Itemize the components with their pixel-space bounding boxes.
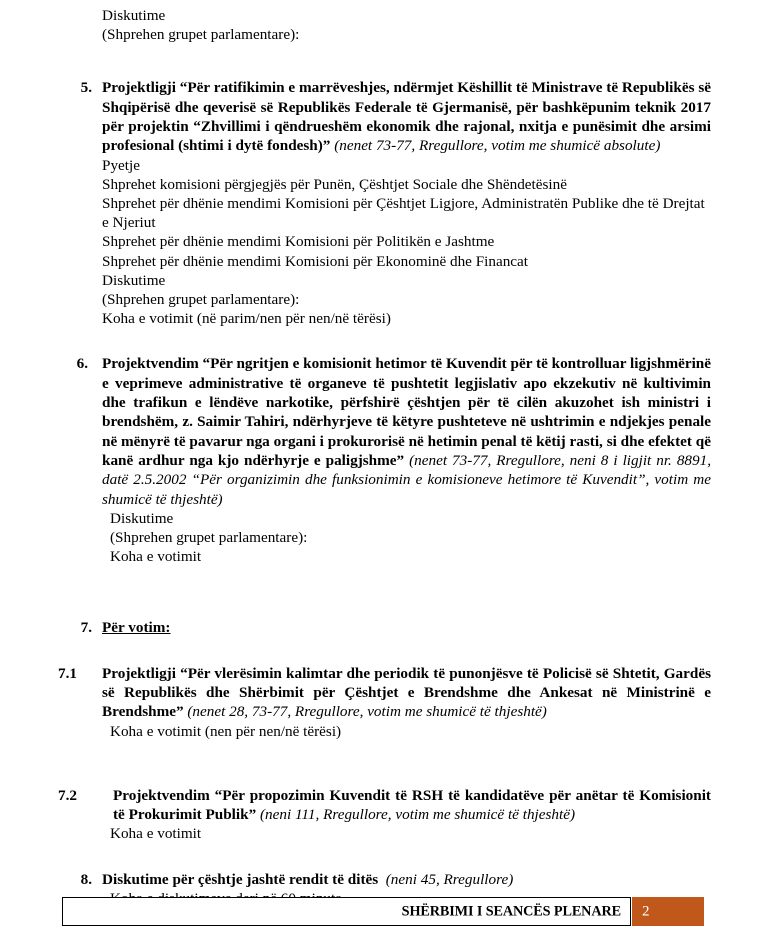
agenda-item-7-2-title-bold: Projektvendim “Për propozimin Kuvendit të RSH të kandidatëve për anëtar të Komisionit të Prokurimit Publik” <box>113 786 711 824</box>
gap-before-item-71 <box>0 638 768 664</box>
agenda-item-5 <box>0 78 768 155</box>
item-5-sub-line-5: Shprehet për dhënie mendimi Komisioni për Ekonominë dhe Financat <box>102 252 528 270</box>
gap-before-item-72-extra <box>0 775 768 786</box>
agenda-item-6-marker: 6. <box>76 355 88 373</box>
item-6-sub-line-3: Koha e votimit <box>110 548 202 566</box>
agenda-item-7-heading <box>102 618 711 637</box>
carryover-line-diskutime: Diskutime <box>102 7 166 24</box>
agenda-item-7-marker: 7. <box>80 619 92 637</box>
agenda-item-7-2-title <box>113 786 711 825</box>
item-6-sub-line-1: Diskutime <box>110 509 174 527</box>
item-5-sub-line-8: Koha e votimit (në parim/nen për nen/në tërësi) <box>102 310 391 328</box>
agenda-item-5-marker: 5. <box>80 79 92 97</box>
item-5-sub-line-3: Shprehet për dhënie mendimi Komisioni për Çështjet Ligjore, Administratën Publike dhe të Drejtat e Njeriut <box>102 195 709 232</box>
item-5-sub-line-4: Shprehet për dhënie mendimi Komisioni për Politikën e Jashtme <box>102 233 495 251</box>
agenda-item-8-marker: 8. <box>80 870 92 888</box>
agenda-item-7-heading-text: Për votim: <box>102 619 171 637</box>
agenda-item-5-title <box>102 78 711 155</box>
agenda-item-7-1-title-bold: Projektligji “Për vlerësimin kalimtar dhe periodik të punonjësve të Policisë së Shtetit, Gardës së Republikës dhe Shërbimit për Çështjet e Brendshme dhe Ankesat në Ministrinë e Brendshme” <box>102 664 711 721</box>
agenda-item-8-title-bold: Diskutime për çështje jashtë rendit të ditës <box>102 870 379 888</box>
agenda-item-5-title-italic: (nenet 73-77, Rregullore, votim me shumicë absolute) <box>334 137 661 155</box>
agenda-item-7-2 <box>0 786 768 825</box>
agenda-item-7-1 <box>0 664 768 722</box>
footer-page-number-box <box>632 897 704 926</box>
page-number: 2 <box>642 903 650 919</box>
agenda-item-8 <box>0 870 768 889</box>
item-7-2-sub-line-1: Koha e votimit <box>110 825 202 843</box>
agenda-item-5-title-bold: Projektligji “Për ratifikimin e marrëveshjes, ndërmjet Këshillit të Ministrave të Republikës së Shqipërisë dhe qeverisë së Republikës Federale të Gjermanisë, për bashkëpunim teknik 2017 për projektin “Zhvillimi i qëndrueshëm ekonomik dhe rajonal, nxitja e punësimit dhe arsimi profesional (shtimi i dytë fondesh)” <box>102 79 711 155</box>
agenda-item-6-title <box>102 354 711 508</box>
agenda-item-7 <box>0 618 768 637</box>
footer-title: SHËRBIMI I SEANCËS PLENARE <box>401 903 621 919</box>
item-5-sub-line-2: Shprehet komisioni përgjegjës për Punën, Çështjet Sociale dhe Shëndetësinë <box>102 175 567 193</box>
gap-before-item-72 <box>0 741 768 775</box>
item-5-sub-line-7: (Shprehen grupet parlamentare): <box>102 291 300 309</box>
agenda-item-7-1-title-italic: (nenet 28, 73-77, Rregullore, votim me shumicë të thjeshtë) <box>187 703 547 721</box>
item-5-sub-line-6: Diskutime <box>102 271 166 289</box>
agenda-item-7-1-title <box>102 664 711 722</box>
gap-before-item-5 <box>0 44 768 78</box>
gap-before-item-7 <box>0 566 768 600</box>
gap-before-item-8 <box>0 844 768 870</box>
footer-title-box <box>62 897 631 926</box>
agenda-item-6-title-bold: Projektvendim “Për ngritjen e komisionit hetimor të Kuvendit për të kontrolluar ligjshmërinë e veprimeve administrative të organeve të pushtetit legjislativ apo ekzekutiv në kultivimin dhe trafikun e lëndëve narkotike, përfshirë çështjen për të cilën akuzohet ish ministri i brendshëm, z. Saimir Tahiri, ndërhyrjeve të këtyre pushteteve në ushtrimin e ndjekjes penale në mënyrë të pavarur nga organi i prokurorisë në hetimin penal të këtij rasti, si dhe efektet që kanë ardhur nga kjo ndërhyrje e paligjshme” <box>102 355 711 469</box>
item-6-sub-line-2: (Shprehen grupet parlamentare): <box>110 529 308 546</box>
item-5-sub-line-1: Pyetje <box>102 156 140 174</box>
carryover-line-shprehen: (Shprehen grupet parlamentare): <box>102 26 300 44</box>
item-7-1-sub-line-1: Koha e votimit (nen për nen/në tërësi) <box>110 722 342 740</box>
agenda-item-7-2-title-italic: (neni 111, Rregullore, votim me shumicë të thjeshtë) <box>259 806 576 824</box>
agenda-item-6 <box>0 354 768 508</box>
agenda-item-8-title <box>102 870 711 889</box>
gap-before-item-7-extra <box>0 600 768 618</box>
gap-before-item-6 <box>0 328 768 354</box>
agenda-item-6-title-italic: (nenet 73-77, Rregullore, neni 8 i ligjit nr. 8891, datë 2.5.2002 “Për organizimin dhe funksionimin e komisioneve hetimore të Kuvendit”, votim me shumicë të thjeshtë) <box>102 451 711 508</box>
page-footer <box>62 897 704 926</box>
agenda-item-7-2-marker: 7.2 <box>58 786 77 804</box>
agenda-item-8-title-italic: (neni 45, Rregullore) <box>385 870 514 888</box>
agenda-item-7-1-marker: 7.1 <box>58 664 77 682</box>
